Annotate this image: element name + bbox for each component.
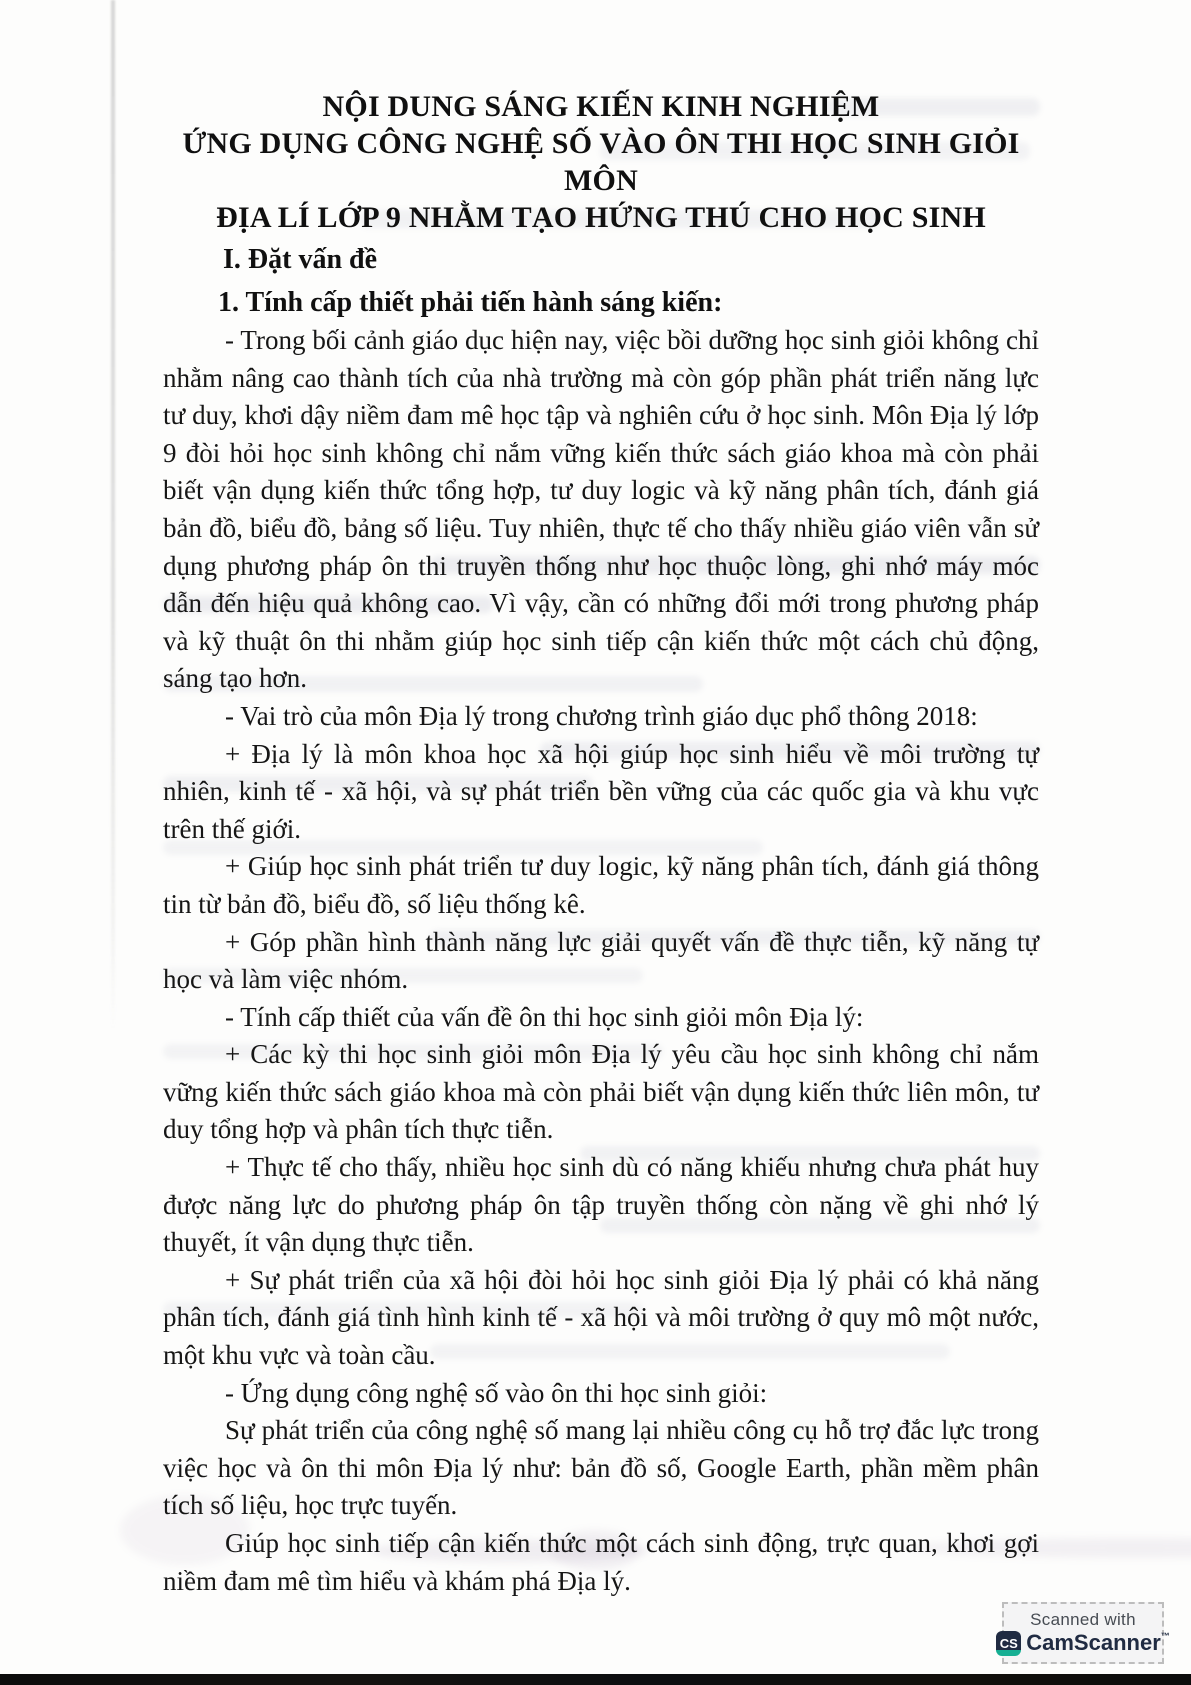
camscanner-app-name: CamScanner™ <box>1026 1630 1170 1655</box>
subsection-heading: 1. Tính cấp thiết phải tiến hành sáng kiến: <box>218 287 723 318</box>
paragraph: + Thực tế cho thấy, nhiều học sinh dù có năng khiếu nhưng chưa phát huy được năng lực do phương pháp ôn tập truyền thống còn nặng về ghi nhớ lý thuyết, ít vận dụng thực tiễn. <box>163 1152 1039 1258</box>
document-title-line1: NỘI DUNG SÁNG KIẾN KINH NGHIỆM <box>322 90 880 123</box>
scan-bottom-bar <box>0 1674 1191 1685</box>
paragraph: Giúp học sinh tiếp cận kiến thức một cách sinh động, trực quan, khơi gợi niềm đam mê tìm hiểu và khám phá Địa lý. <box>163 1528 1039 1596</box>
paragraph: - Trong bối cảnh giáo dục hiện nay, việc bồi dưỡng học sinh giỏi không chỉ nhằm nâng cao thành tích của nhà trường mà còn góp phần phát triển năng lực tư duy, khơi dậy niềm đam mê học tập và nghiên cứu ở học sinh. Môn Địa lý lớp 9 đòi hỏi học sinh không chỉ nắm vững kiến thức sách giáo khoa mà còn phải biết vận dụng kiến thức tổng hợp, tư duy logic và kỹ năng phân tích, đánh giá bản đồ, biểu đồ, bảng số liệu. Tuy nhiên, thực tế cho thấy nhiều giáo viên vẫn sử dụng phương pháp ôn thi truyền thống như học thuộc lòng, ghi nhớ máy móc dẫn đến hiệu quả không cao. Vì vậy, cần có những đổi mới trong phương pháp và kỹ thuật ôn thi nhằm giúp học sinh tiếp cận kiến thức một cách chủ động, sáng tạo hơn. <box>163 325 1039 694</box>
camscanner-scanned-with-label: Scanned with <box>1030 1609 1136 1629</box>
paragraph: - Tính cấp thiết của vấn đề ôn thi học sinh giỏi môn Địa lý: <box>225 1001 864 1032</box>
paragraph: + Các kỳ thi học sinh giỏi môn Địa lý yêu cầu học sinh không chỉ nắm vững kiến thức sách giáo khoa mà còn phải biết vận dụng kiến thức liên môn, tư duy tổng hợp và phân tích thực tiễn. <box>163 1039 1039 1145</box>
camscanner-cs-icon: CS <box>996 1631 1021 1656</box>
paragraph: + Địa lý là môn khoa học xã hội giúp học sinh hiểu về môi trường tự nhiên, kinh tế - xã hội, và sự phát triển bền vững của các quốc gia và khu vực trên thế giới. <box>163 738 1039 844</box>
paragraph: + Sự phát triển của xã hội đòi hỏi học sinh giỏi Địa lý phải có khả năng phân tích, đánh giá tình hình kinh tế - xã hội và môi trường ở quy mô một nước, một khu vực và toàn cầu. <box>163 1264 1039 1371</box>
scan-edge-shadow <box>111 0 115 1030</box>
section-heading: I. Đặt vấn đề <box>223 244 378 275</box>
paragraph: + Giúp học sinh phát triển tư duy logic, kỹ năng phân tích, đánh giá thông tin từ bản đồ, biểu đồ, số liệu thống kê. <box>163 851 1039 919</box>
document-title-line3: ĐỊA LÍ LỚP 9 NHẰM TẠO HỨNG THÚ CHO HỌC SINH <box>216 201 986 234</box>
paragraph: Sự phát triển của công nghệ số mang lại nhiều công cụ hỗ trợ đắc lực trong việc học và ôn thi môn Địa lý như: bản đồ số, Google Earth, phần mềm phân tích số liệu, học trực tuyến. <box>163 1415 1039 1521</box>
body-text <box>163 322 1039 1600</box>
document-title-line2: ỨNG DỤNG CÔNG NGHỆ SỐ VÀO ÔN THI HỌC SINH GIỎI MÔN <box>182 127 1020 197</box>
camscanner-watermark <box>999 1602 1170 1664</box>
paragraph: - Ứng dụng công nghệ số vào ôn thi học sinh giỏi: <box>225 1377 768 1408</box>
paragraph: - Vai trò của môn Địa lý trong chương trình giáo dục phổ thông 2018: <box>225 700 978 731</box>
paragraph: + Góp phần hình thành năng lực giải quyết vấn đề thực tiễn, kỹ năng tự học và làm việc nhóm. <box>163 926 1039 995</box>
trademark-symbol: ™ <box>1160 1631 1170 1641</box>
document-content <box>163 88 1039 1600</box>
